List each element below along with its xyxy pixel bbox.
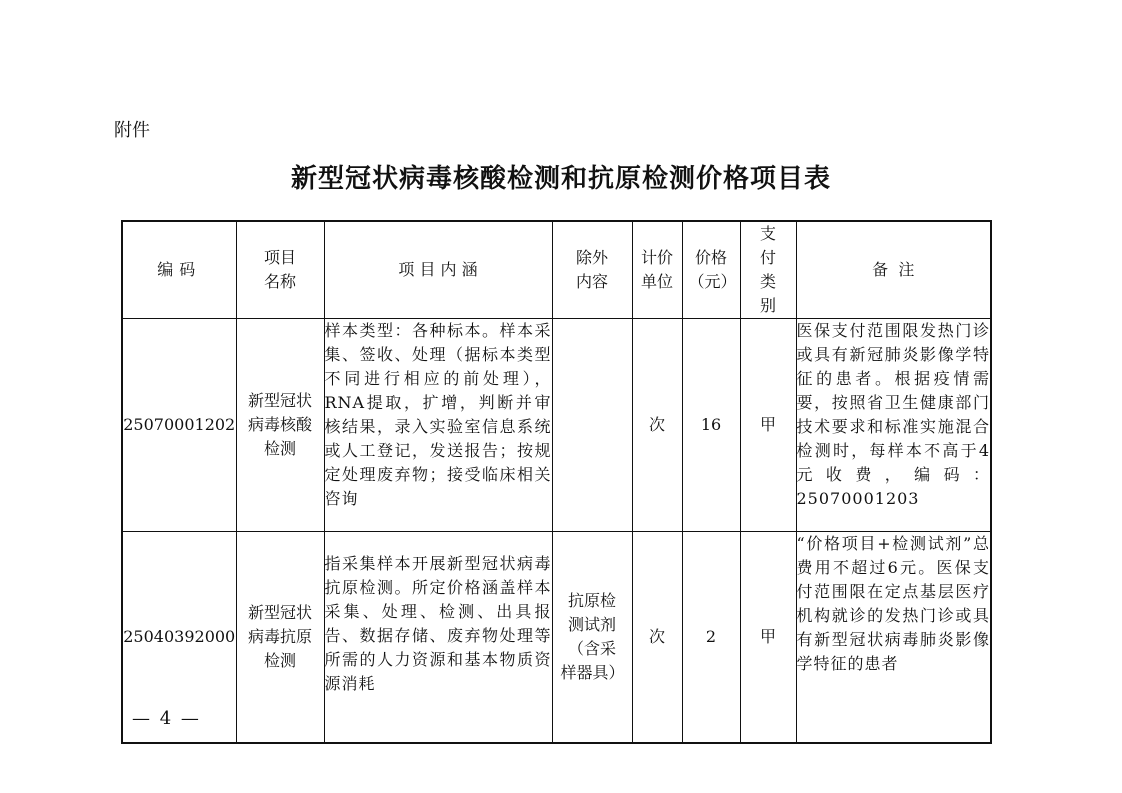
header-excluded [552, 221, 632, 319]
row-price: 16 [682, 319, 740, 532]
page-title: 新型冠状病毒核酸检测和抗原检测价格项目表 [290, 164, 831, 194]
row-payment: 甲 [740, 532, 796, 744]
table-row [122, 532, 991, 744]
header-content: 项 目 内 涵 [324, 221, 552, 319]
row-code: 25070001202 [122, 319, 236, 532]
row-excluded [552, 319, 632, 532]
header-price: 价格（元） [682, 221, 740, 319]
price-item-table [121, 220, 992, 744]
attachment-label: 附件 [114, 120, 150, 141]
row-price: 2 [682, 532, 740, 744]
row-name: 新型冠状病毒核酸检测 [236, 319, 324, 532]
header-unit: 计价单位 [632, 221, 682, 319]
row-remarks: “价格项目+检测试剂”总费用不超过6元。医保支付范围限在定点基层医疗机构就诊的发热门诊或具有新型冠状病毒肺炎影像学特征的患者 [796, 532, 991, 744]
row-code: 25040392000 [122, 532, 236, 744]
row-content: 指采集样本开展新型冠状病毒抗原检测。所定价格涵盖样本采集、处理、检测、出具报告、数据存储、废弃物处理等所需的人力资源和基本物质资源消耗 [324, 532, 552, 744]
header-name-text: 项目名称 [263, 248, 296, 291]
row-excluded: 抗原检测试剂（含采样器具） [552, 532, 632, 744]
table-header-row [122, 221, 991, 319]
header-payment: 支付类别 [740, 221, 796, 319]
row-unit: 次 [632, 319, 682, 532]
row-content: 样本类型：各种标本。样本采集、签收、处理（据标本类型不同进行相应的前处理），RNA提取，扩增，判断并审核结果，录入实验室信息系统或人工登记，发送报告；按规定处理废弃物；接受临床相关咨询 [324, 319, 552, 532]
row-name: 新型冠状病毒抗原检测 [236, 532, 324, 744]
header-code: 编码 [122, 221, 236, 319]
header-excluded-text: 除外内容 [575, 248, 608, 291]
row-unit: 次 [632, 532, 682, 744]
header-name [236, 221, 324, 319]
row-payment: 甲 [740, 319, 796, 532]
page-number: — 4 — [132, 708, 201, 729]
table-row [122, 319, 991, 532]
header-remarks: 备 注 [796, 221, 991, 319]
row-remarks: 医保支付范围限发热门诊或具有新冠肺炎影像学特征的患者。根据疫情需要，按照省卫生健康部门技术要求和标准实施混合检测时，每样本不高于4元收费，编码：25070001203 [796, 319, 991, 532]
